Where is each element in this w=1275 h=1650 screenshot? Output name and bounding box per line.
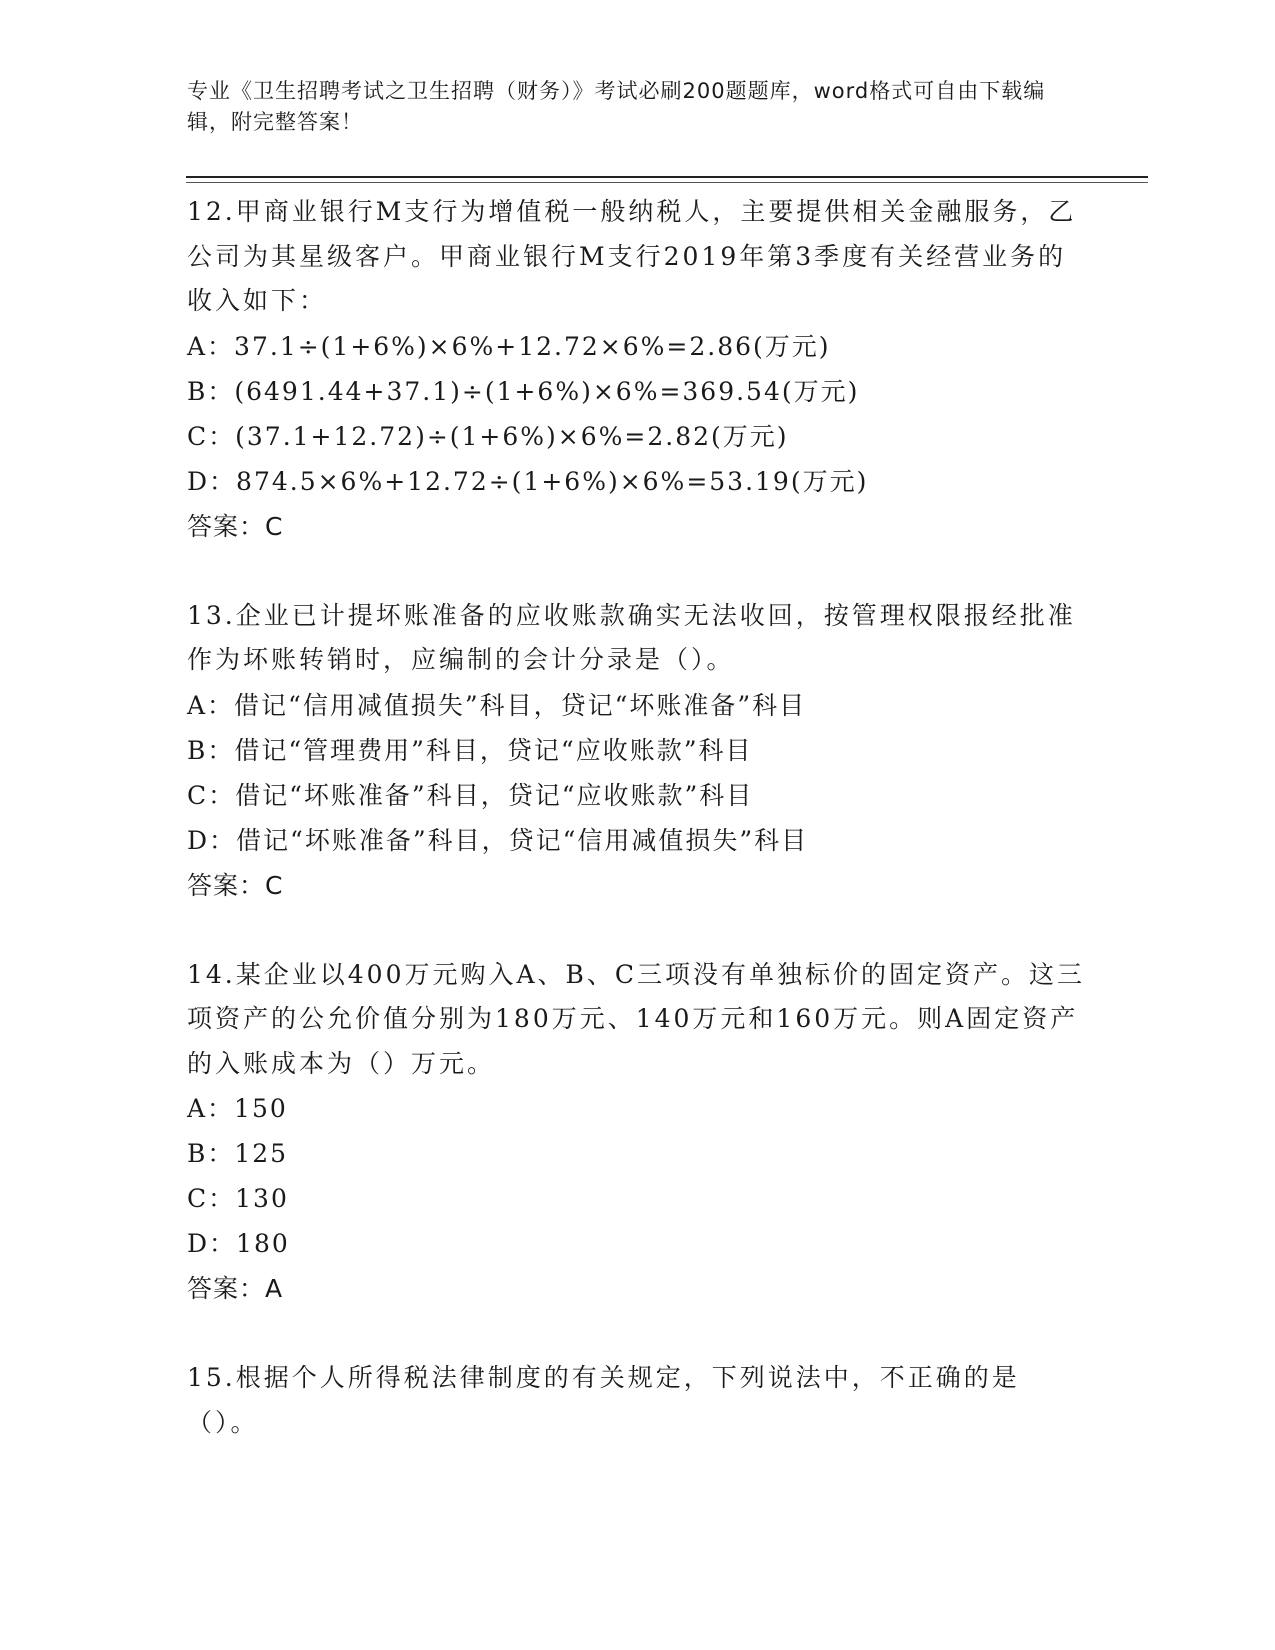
option-c: C：(37.1+12.72)÷(1+6%)×6%=2.82(万元) bbox=[187, 421, 789, 451]
header-rule-thin bbox=[186, 182, 1148, 183]
option-a: A：借记“信用减值损失”科目，贷记“坏账准备”科目 bbox=[187, 690, 807, 720]
question-list bbox=[187, 190, 1087, 1489]
question-text: 15.根据个人所得税法律制度的有关规定，下列说法中，不正确的是（）。 bbox=[187, 1363, 1020, 1437]
header-rule bbox=[186, 176, 1148, 178]
option-c: C：130 bbox=[187, 1184, 289, 1213]
answer: 答案：C bbox=[187, 870, 284, 900]
question-text: 13.企业已计提坏账准备的应收账款确实无法收回，按管理权限报经批准作为坏账转销时，应编制的会计分录是（）。 bbox=[187, 600, 1076, 674]
option-b: B：125 bbox=[187, 1139, 289, 1168]
question-13 bbox=[187, 594, 1087, 909]
option-d: D：874.5×6%+12.72÷(1+6%)×6%=53.19(万元) bbox=[187, 466, 869, 496]
option-a: A：37.1÷(1+6%)×6%+12.72×6%=2.86(万元) bbox=[187, 331, 831, 361]
document-header: 专业《卫生招聘考试之卫生招聘（财务）》考试必刷200题题库，word格式可自由下载编辑，附完整答案！ bbox=[187, 79, 1046, 134]
option-b: B：(6491.44+37.1)÷(1+6%)×6%=369.54(万元) bbox=[187, 376, 860, 406]
question-14 bbox=[187, 953, 1087, 1313]
answer: 答案：A bbox=[187, 1274, 284, 1303]
option-d: D：180 bbox=[187, 1229, 290, 1258]
question-text: 12.甲商业银行M支行为增值税一般纳税人，主要提供相关金融服务，乙公司为其星级客户。甲商业银行M支行2019年第3季度有关经营业务的收入如下： bbox=[187, 197, 1077, 315]
option-b: B：借记“管理费用”科目，贷记“应收账款”科目 bbox=[187, 735, 753, 765]
option-c: C：借记“坏账准备”科目，贷记“应收账款”科目 bbox=[187, 780, 754, 810]
option-d: D：借记“坏账准备”科目，贷记“信用减值损失”科目 bbox=[187, 825, 809, 855]
question-12 bbox=[187, 190, 1087, 550]
question-15 bbox=[187, 1356, 1087, 1445]
option-a: A：150 bbox=[187, 1094, 288, 1123]
question-text: 14.某企业以400万元购入A、B、C三项没有单独标价的固定资产。这三项资产的公允价值分别为180万元、140万元和160万元。则A固定资产的入账成本为（）万元。 bbox=[187, 959, 1086, 1078]
answer: 答案：C bbox=[187, 511, 284, 541]
